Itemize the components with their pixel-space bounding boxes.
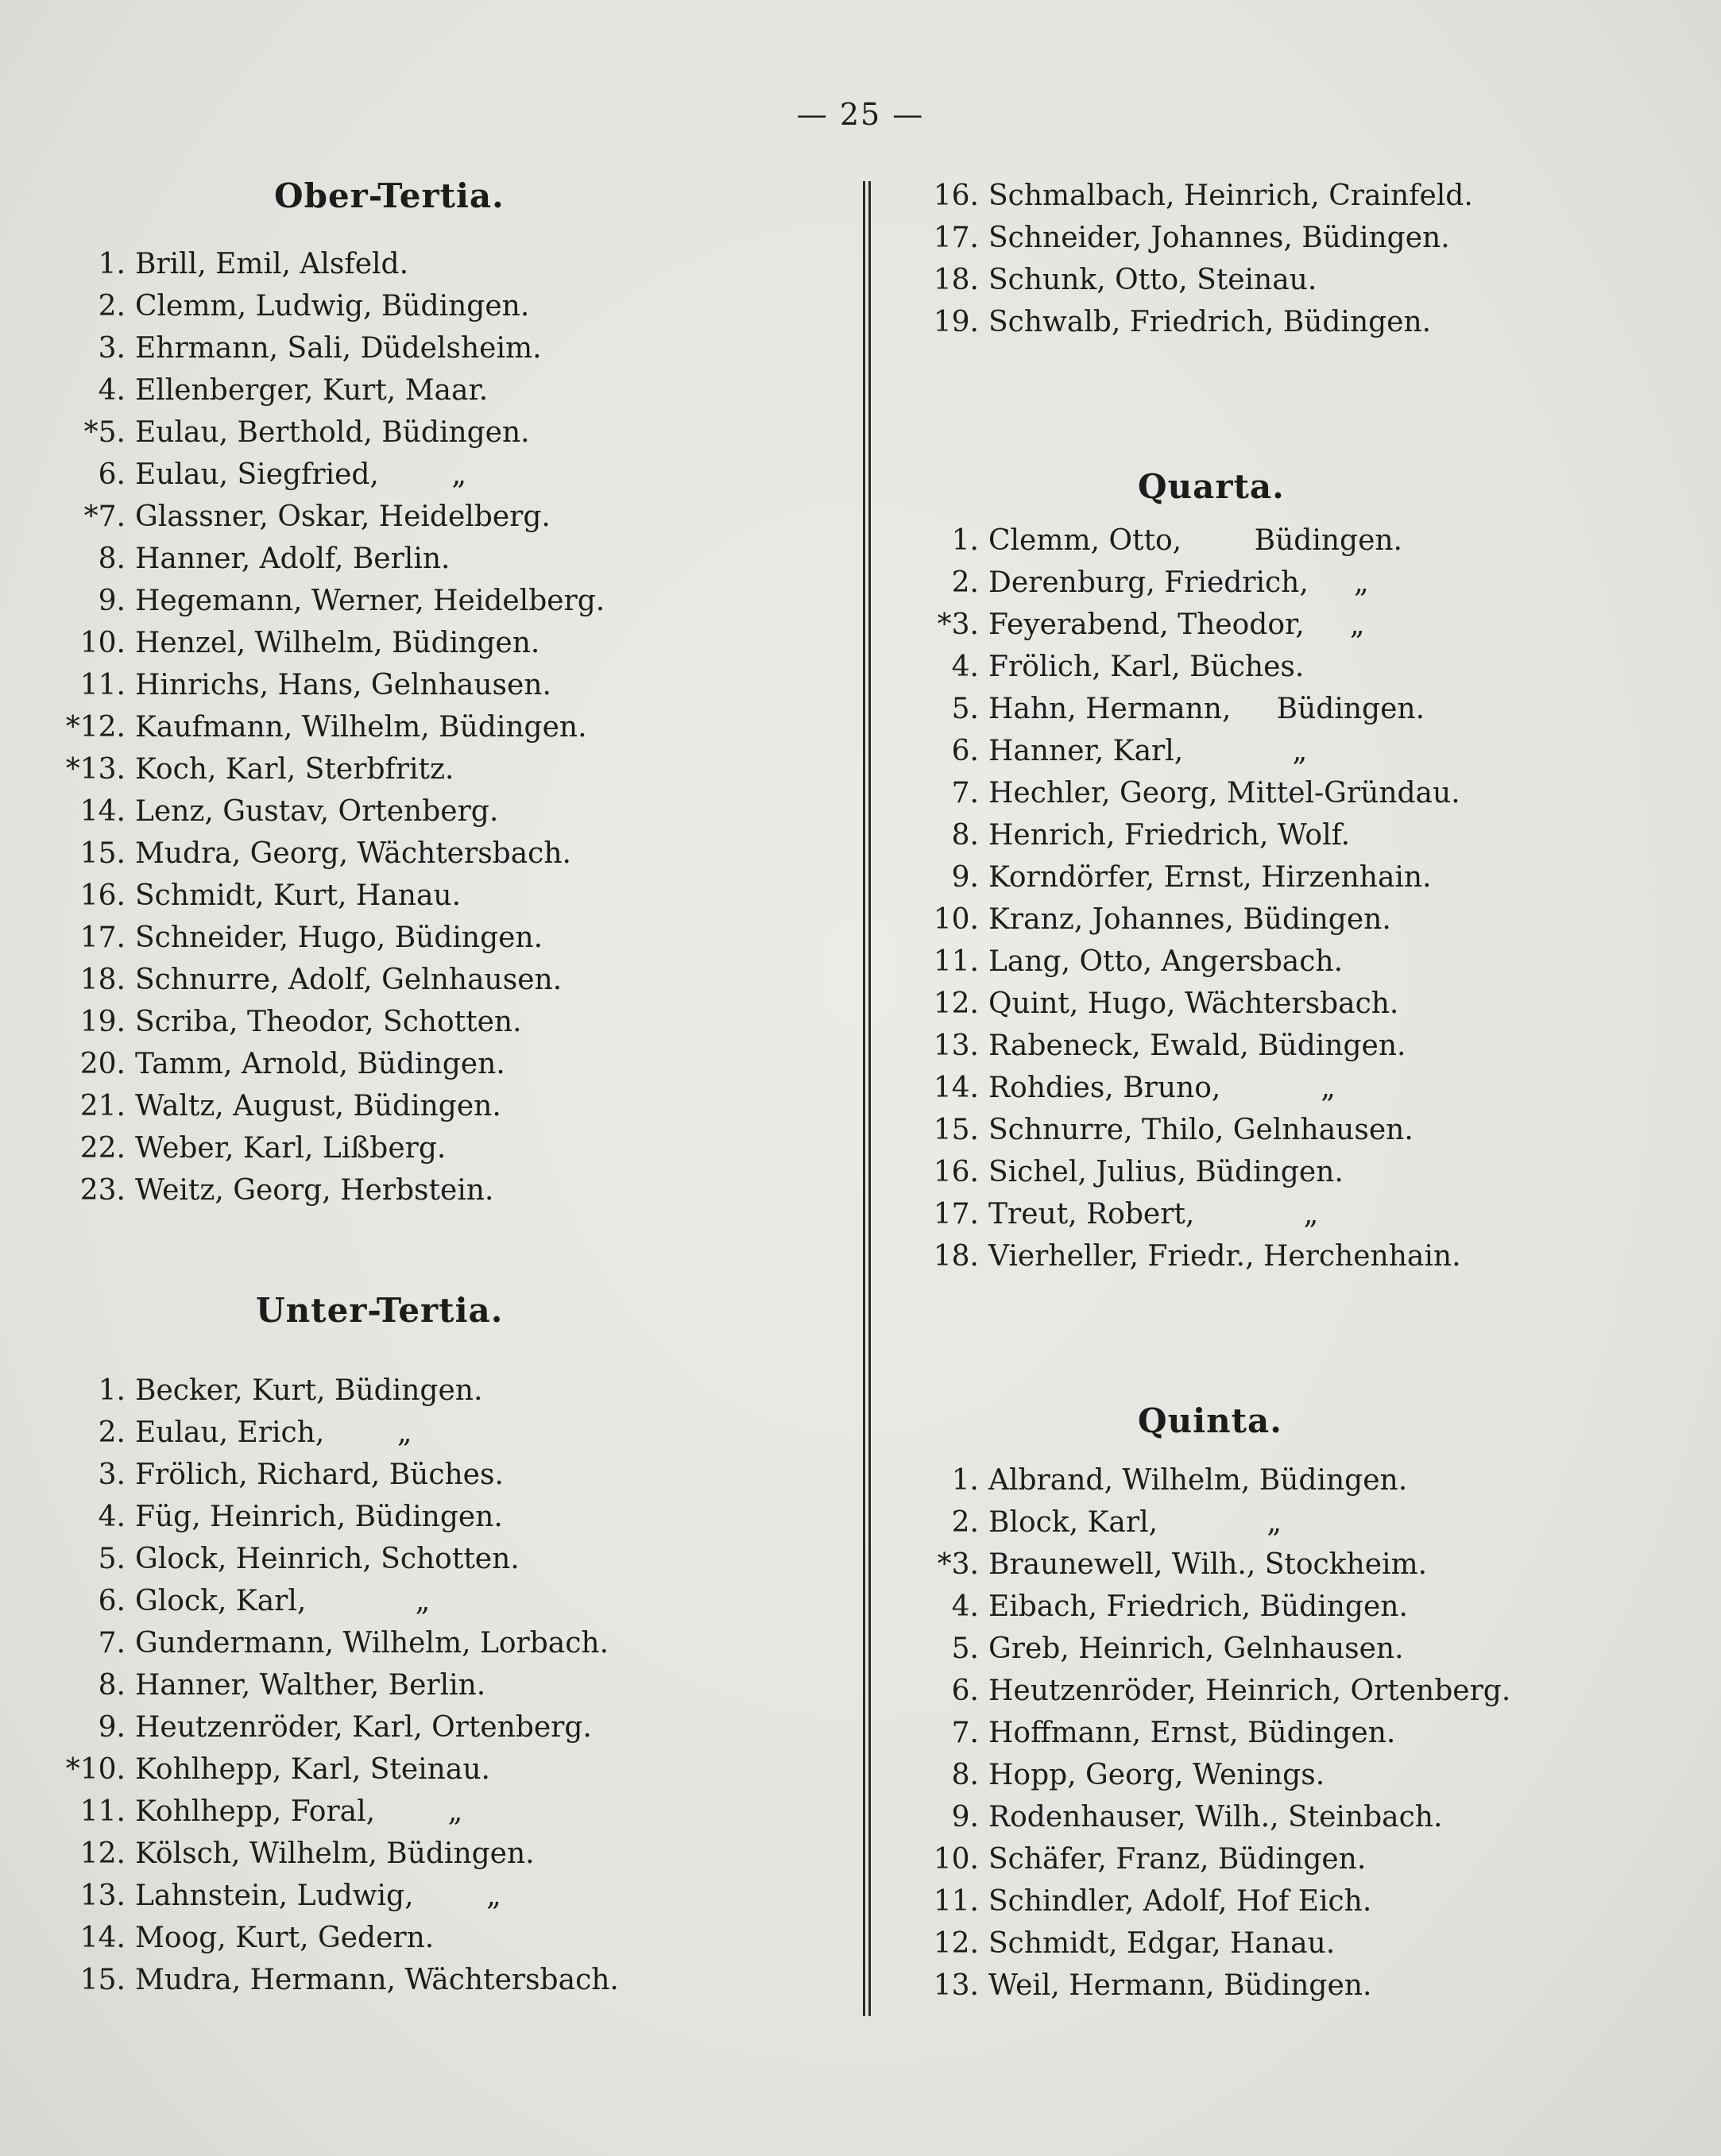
list-item <box>52 1833 815 1875</box>
list-item <box>906 983 1684 1025</box>
entry-number: *12. <box>65 711 126 744</box>
entry-number: *7. <box>83 500 126 533</box>
list-item <box>52 622 815 664</box>
entry-name: Schwalb, Friedrich, Büdingen. <box>988 306 1432 338</box>
entry-name: Albrand, Wilhelm, Büdingen. <box>988 1464 1408 1497</box>
entry-name: Hopp, Georg, Wenings. <box>988 1759 1325 1791</box>
list-item <box>906 1235 1684 1277</box>
entry-number: 16. <box>933 1156 979 1188</box>
entry-number: 2. <box>98 290 126 323</box>
list-item <box>906 730 1684 772</box>
entry-name: Schneider, Johannes, Büdingen. <box>988 222 1450 254</box>
entry-number: 16. <box>933 180 979 212</box>
entry-number: 14. <box>79 1922 126 1954</box>
list-item <box>906 1965 1684 2007</box>
entry-name: Eulau, Siegfried, „ <box>135 458 467 491</box>
list-item <box>906 604 1684 646</box>
entry-name: Sichel, Julius, Büdingen. <box>988 1156 1344 1188</box>
entry-number: 4. <box>951 1590 979 1623</box>
entry-number: 12. <box>79 1837 126 1870</box>
entry-name: Waltz, August, Büdingen. <box>135 1090 501 1122</box>
entry-name: Hoffmann, Ernst, Büdingen. <box>988 1717 1396 1749</box>
list-item <box>906 1067 1684 1109</box>
list-item <box>52 1622 815 1664</box>
entry-number: 5. <box>951 1632 979 1665</box>
roster-quinta <box>906 1459 1684 2007</box>
entry-name: Mudra, Hermann, Wächtersbach. <box>135 1964 619 1996</box>
list-item <box>52 1706 815 1748</box>
entry-number: 14. <box>933 1072 979 1104</box>
entry-name: Henrich, Friedrich, Wolf. <box>988 819 1351 852</box>
entry-number: 1. <box>98 1374 126 1407</box>
entry-number: 21. <box>79 1090 126 1122</box>
list-item <box>52 496 815 538</box>
list-item <box>906 1922 1684 1965</box>
list-item <box>906 1754 1684 1796</box>
entry-name: Glock, Karl, „ <box>135 1585 431 1617</box>
entry-name: Block, Karl, „ <box>988 1506 1282 1539</box>
entry-number: 16. <box>79 879 126 912</box>
list-item <box>52 1454 815 1496</box>
list-item <box>52 1496 815 1538</box>
entry-number: *3. <box>937 1548 979 1581</box>
entry-name: Hegemann, Werner, Heidelberg. <box>135 585 605 617</box>
list-item <box>52 1875 815 1917</box>
entry-number: 4. <box>951 651 979 683</box>
list-item <box>52 411 815 454</box>
entry-number: 2. <box>951 566 979 599</box>
list-item <box>52 664 815 706</box>
entry-number: 7. <box>951 777 979 809</box>
entry-number: 12. <box>933 1927 979 1960</box>
entry-number: 23. <box>79 1174 126 1207</box>
list-item <box>52 833 815 875</box>
list-item <box>52 1580 815 1622</box>
entry-name: Becker, Kurt, Büdingen. <box>135 1374 483 1407</box>
section-title-unter-tertia: Unter-Tertia. <box>256 1291 504 1330</box>
list-item <box>906 1838 1684 1880</box>
entry-name: Hanner, Karl, „ <box>988 735 1308 767</box>
entry-name: Hahn, Hermann, Büdingen. <box>988 693 1425 725</box>
section-title-ober-tertia: Ober-Tertia. <box>274 176 505 215</box>
roster-quarta <box>906 520 1684 1277</box>
entry-number: 13. <box>933 1969 979 2002</box>
entry-number: 17. <box>79 922 126 954</box>
list-item <box>52 1001 815 1043</box>
entry-name: Hinrichs, Hans, Gelnhausen. <box>135 669 551 701</box>
list-item <box>52 1370 815 1412</box>
list-item <box>52 454 815 496</box>
entry-number: 1. <box>98 248 126 280</box>
entry-number: 3. <box>98 1459 126 1491</box>
list-item <box>52 1748 815 1791</box>
entry-name: Brill, Emil, Alsfeld. <box>135 248 409 280</box>
list-item <box>52 748 815 790</box>
list-item <box>52 1959 815 2001</box>
entry-number: 18. <box>79 964 126 996</box>
entry-name: Lahnstein, Ludwig, „ <box>135 1880 501 1912</box>
entry-name: Feyerabend, Theodor, „ <box>988 609 1365 641</box>
entry-number: 4. <box>98 1501 126 1533</box>
entry-number: 8. <box>98 1669 126 1702</box>
entry-name: Heutzenröder, Heinrich, Ortenberg. <box>988 1675 1511 1707</box>
list-item <box>52 1085 815 1127</box>
entry-number: 11. <box>933 945 979 978</box>
entry-number: 8. <box>951 819 979 852</box>
list-item <box>52 1538 815 1580</box>
entry-name: Eulau, Berthold, Büdingen. <box>135 416 530 449</box>
entry-name: Korndörfer, Ernst, Hirzenhain. <box>988 861 1432 894</box>
entry-name: Hanner, Adolf, Berlin. <box>135 543 451 575</box>
entry-number: 2. <box>98 1416 126 1449</box>
list-item <box>52 1412 815 1454</box>
entry-name: Scriba, Theodor, Schotten. <box>135 1006 522 1038</box>
entry-number: 6. <box>951 735 979 767</box>
entry-number: 9. <box>951 861 979 894</box>
entry-number: 12. <box>933 987 979 1020</box>
list-item <box>906 1586 1684 1628</box>
list-item <box>906 898 1684 941</box>
list-item <box>906 1544 1684 1586</box>
list-item <box>906 1193 1684 1235</box>
entry-number: 5. <box>951 693 979 725</box>
entry-number: 13. <box>79 1880 126 1912</box>
entry-name: Schnurre, Adolf, Gelnhausen. <box>135 964 563 996</box>
entry-name: Schindler, Adolf, Hof Eich. <box>988 1885 1372 1918</box>
list-item <box>906 1151 1684 1193</box>
list-item <box>52 1791 815 1833</box>
section-title-quinta: Quinta. <box>1138 1401 1282 1440</box>
entry-number: 10. <box>933 1843 979 1876</box>
entry-number: 3. <box>98 332 126 365</box>
list-item <box>906 814 1684 856</box>
entry-name: Henzel, Wilhelm, Büdingen. <box>135 627 540 659</box>
entry-number: 15. <box>79 1964 126 1996</box>
entry-name: Ellenberger, Kurt, Maar. <box>135 374 489 407</box>
list-item <box>906 259 1684 301</box>
entry-number: 6. <box>98 458 126 491</box>
entry-name: Schmidt, Kurt, Hanau. <box>135 879 462 912</box>
column-divider <box>863 181 871 2016</box>
entry-name: Frölich, Karl, Büches. <box>988 651 1305 683</box>
entry-name: Weber, Karl, Lißberg. <box>135 1132 447 1165</box>
entry-number: 19. <box>933 306 979 338</box>
entry-number: 7. <box>951 1717 979 1749</box>
list-item <box>906 772 1684 814</box>
list-item <box>52 790 815 833</box>
entry-name: Schäfer, Franz, Büdingen. <box>988 1843 1367 1876</box>
entry-name: Ehrmann, Sali, Düdelsheim. <box>135 332 542 365</box>
entry-number: 8. <box>98 543 126 575</box>
entry-number: 2. <box>951 1506 979 1539</box>
entry-number: 6. <box>98 1585 126 1617</box>
entry-name: Vierheller, Friedr., Herchenhain. <box>988 1240 1461 1273</box>
entry-name: Glassner, Oskar, Heidelberg. <box>135 500 551 533</box>
list-item <box>906 688 1684 730</box>
entry-name: Moog, Kurt, Gedern. <box>135 1922 435 1954</box>
section-title-quarta: Quarta. <box>1138 467 1285 506</box>
list-item <box>906 1109 1684 1151</box>
entry-number: 1. <box>951 1464 979 1497</box>
entry-number: 17. <box>933 222 979 254</box>
list-item <box>52 1043 815 1085</box>
entry-number: 6. <box>951 1675 979 1707</box>
entry-number: *3. <box>937 609 979 641</box>
entry-number: *10. <box>65 1753 126 1786</box>
entry-name: Braunewell, Wilh., Stockheim. <box>988 1548 1428 1581</box>
entry-number: 18. <box>933 264 979 296</box>
entry-name: Mudra, Georg, Wächtersbach. <box>135 837 571 870</box>
list-item <box>906 562 1684 604</box>
list-item <box>906 1459 1684 1501</box>
entry-name: Clemm, Otto, Büdingen. <box>988 524 1402 557</box>
entry-name: Schmalbach, Heinrich, Crainfeld. <box>988 180 1473 212</box>
list-item <box>52 1127 815 1169</box>
entry-number: 15. <box>933 1114 979 1146</box>
entry-name: Glock, Heinrich, Schotten. <box>135 1543 520 1575</box>
roster-ober-tertia-continued <box>906 175 1684 343</box>
entry-name: Schmidt, Edgar, Hanau. <box>988 1927 1336 1960</box>
entry-number: 22. <box>79 1132 126 1165</box>
list-item <box>906 856 1684 898</box>
entry-name: Schneider, Hugo, Büdingen. <box>135 922 543 954</box>
entry-number: 14. <box>79 795 126 828</box>
list-item <box>906 1796 1684 1838</box>
list-item <box>906 175 1684 217</box>
list-item <box>52 285 815 327</box>
entry-name: Frölich, Richard, Büches. <box>135 1459 504 1491</box>
roster-unter-tertia <box>52 1370 815 2001</box>
list-item <box>52 1917 815 1959</box>
list-item <box>52 1169 815 1211</box>
entry-number: 8. <box>951 1759 979 1791</box>
list-item <box>906 1501 1684 1544</box>
list-item <box>906 1880 1684 1922</box>
entry-name: Hechler, Georg, Mittel-Gründau. <box>988 777 1460 809</box>
entry-number: 10. <box>933 903 979 936</box>
entry-name: Eibach, Friedrich, Büdingen. <box>988 1590 1408 1623</box>
entry-name: Schunk, Otto, Steinau. <box>988 264 1317 296</box>
entry-number: 4. <box>98 374 126 407</box>
entry-number: *5. <box>83 416 126 449</box>
entry-name: Lang, Otto, Angersbach. <box>988 945 1344 978</box>
list-item <box>906 301 1684 343</box>
entry-name: Treut, Robert, „ <box>988 1198 1319 1231</box>
entry-name: Koch, Karl, Sterbfritz. <box>135 753 454 786</box>
list-item <box>52 959 815 1001</box>
entry-number: *13. <box>65 753 126 786</box>
entry-name: Rabeneck, Ewald, Büdingen. <box>988 1030 1406 1062</box>
entry-name: Rohdies, Bruno, „ <box>988 1072 1336 1104</box>
list-item <box>52 1664 815 1706</box>
entry-name: Weil, Hermann, Büdingen. <box>988 1969 1372 2002</box>
roster-ober-tertia <box>52 243 815 1211</box>
page-number: — 25 — <box>796 97 925 132</box>
entry-name: Heutzenröder, Karl, Ortenberg. <box>135 1711 592 1744</box>
entry-name: Schnurre, Thilo, Gelnhausen. <box>988 1114 1414 1146</box>
entry-number: 20. <box>79 1048 126 1080</box>
entry-number: 17. <box>933 1198 979 1231</box>
entry-name: Quint, Hugo, Wächtersbach. <box>988 987 1399 1020</box>
list-item <box>906 1712 1684 1754</box>
list-item <box>906 1670 1684 1712</box>
entry-number: 11. <box>79 1795 126 1828</box>
entry-number: 11. <box>933 1885 979 1918</box>
list-item <box>52 243 815 285</box>
entry-name: Kranz, Johannes, Büdingen. <box>988 903 1391 936</box>
entry-number: 5. <box>98 1543 126 1575</box>
list-item <box>52 706 815 748</box>
entry-name: Füg, Heinrich, Büdingen. <box>135 1501 503 1533</box>
entry-name: Kölsch, Wilhelm, Büdingen. <box>135 1837 535 1870</box>
list-item <box>52 369 815 411</box>
entry-number: 7. <box>98 1627 126 1660</box>
entry-name: Eulau, Erich, „ <box>135 1416 412 1449</box>
entry-number: 9. <box>951 1801 979 1833</box>
list-item <box>52 538 815 580</box>
list-item <box>906 1025 1684 1067</box>
list-item <box>52 580 815 622</box>
entry-name: Kohlhepp, Foral, „ <box>135 1795 463 1828</box>
entry-name: Gundermann, Wilhelm, Lorbach. <box>135 1627 609 1660</box>
entry-number: 18. <box>933 1240 979 1273</box>
list-item <box>52 327 815 369</box>
list-item <box>906 520 1684 562</box>
entry-number: 9. <box>98 1711 126 1744</box>
entry-name: Weitz, Georg, Herbstein. <box>135 1174 494 1207</box>
entry-name: Tamm, Arnold, Büdingen. <box>135 1048 505 1080</box>
entry-number: 15. <box>79 837 126 870</box>
entry-number: 19. <box>79 1006 126 1038</box>
entry-name: Derenburg, Friedrich, „ <box>988 566 1369 599</box>
entry-name: Kohlhepp, Karl, Steinau. <box>135 1753 490 1786</box>
entry-name: Kaufmann, Wilhelm, Büdingen. <box>135 711 587 744</box>
entry-number: 13. <box>933 1030 979 1062</box>
entry-number: 11. <box>79 669 126 701</box>
list-item <box>906 1628 1684 1670</box>
list-item <box>52 875 815 917</box>
entry-number: 9. <box>98 585 126 617</box>
list-item <box>52 917 815 959</box>
list-item <box>906 217 1684 259</box>
entry-name: Greb, Heinrich, Gelnhausen. <box>988 1632 1404 1665</box>
list-item <box>906 646 1684 688</box>
list-item <box>906 941 1684 983</box>
entry-name: Clemm, Ludwig, Büdingen. <box>135 290 530 323</box>
entry-name: Lenz, Gustav, Ortenberg. <box>135 795 499 828</box>
entry-number: 1. <box>951 524 979 557</box>
entry-name: Hanner, Walther, Berlin. <box>135 1669 486 1702</box>
entry-number: 10. <box>79 627 126 659</box>
entry-name: Rodenhauser, Wilh., Steinbach. <box>988 1801 1443 1833</box>
